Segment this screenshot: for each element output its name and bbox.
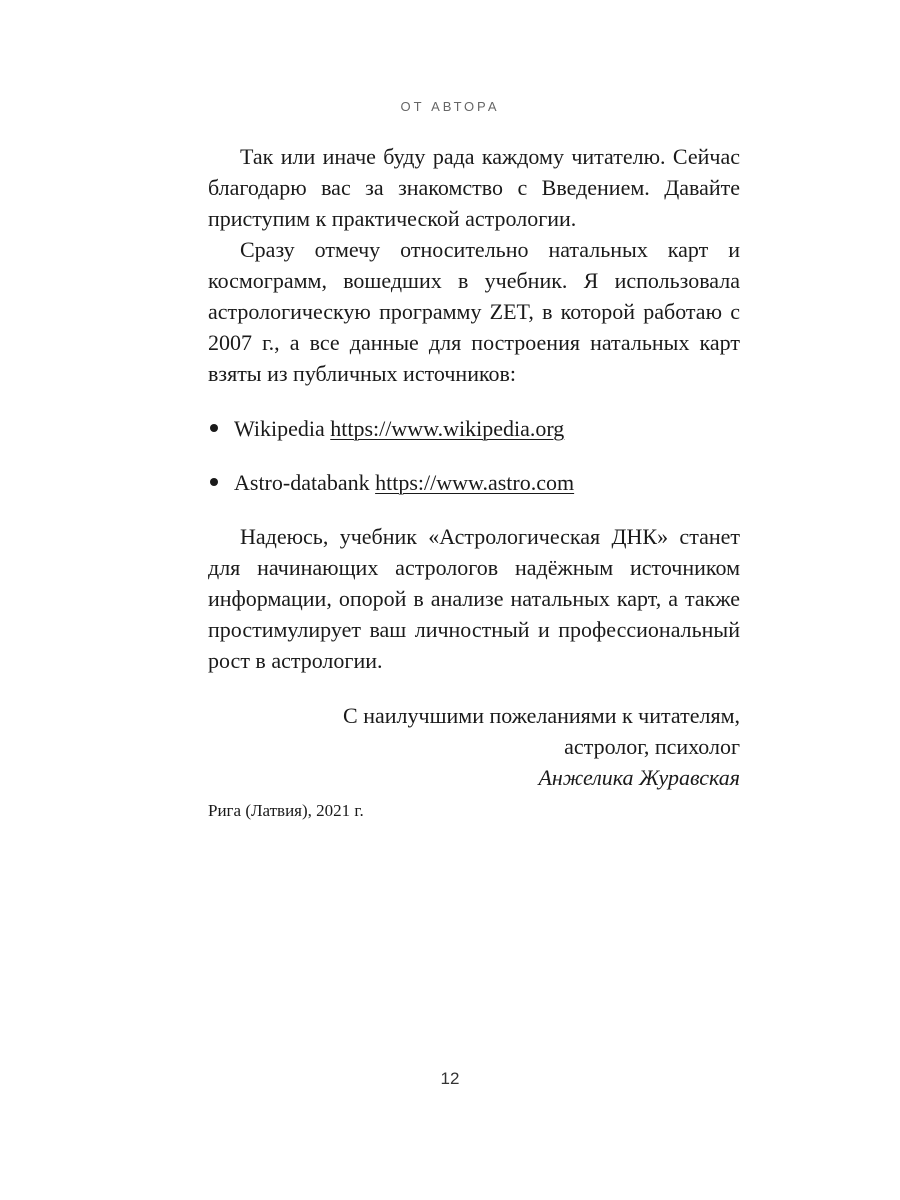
sources-list (208, 413, 740, 498)
signature-closing: С наилучшими пожеланиями к читателям, (343, 703, 740, 728)
running-header: ОТ АВТОРА (400, 99, 500, 114)
source-link-wikipedia[interactable]: https://www.wikipedia.org (330, 416, 565, 441)
source-link-astro[interactable]: https://www.astro.com (375, 470, 575, 495)
list-item (208, 413, 740, 444)
signature-block (208, 700, 740, 793)
signature-name: Анжелика Журавская (538, 765, 740, 790)
bullet-icon (210, 478, 218, 486)
bullet-icon (210, 424, 218, 432)
paragraph-1: Так или иначе буду рада каждому читателю. Сейчас благодарю вас за знакомство с Введением. Давайте приступим к практической астрологии. (208, 144, 740, 231)
source-name: Astro-databank (234, 470, 370, 495)
page-number: 12 (440, 1069, 460, 1088)
main-text (208, 141, 740, 823)
place-date: Рига (Латвия), 2021 г. (208, 801, 364, 820)
paragraph-3: Надеюсь, учебник «Астрологическая ДНК» станет для начинающих астрологов надёжным источником информации, опорой в анализе натальных карт, а также простимулирует ваш личностный и профессиональный рост в астрологии. (208, 524, 740, 673)
list-item (208, 467, 740, 498)
signature-role: астролог, психолог (564, 734, 740, 759)
paragraph-2: Сразу отмечу относительно натальных карт и космограмм, вошедших в учебник. Я использовала астрологическую программу ZET, в которой работаю с 2007 г., а все данные для построения натальных карт взяты из публичных источников: (208, 237, 740, 386)
source-name: Wikipedia (234, 416, 325, 441)
